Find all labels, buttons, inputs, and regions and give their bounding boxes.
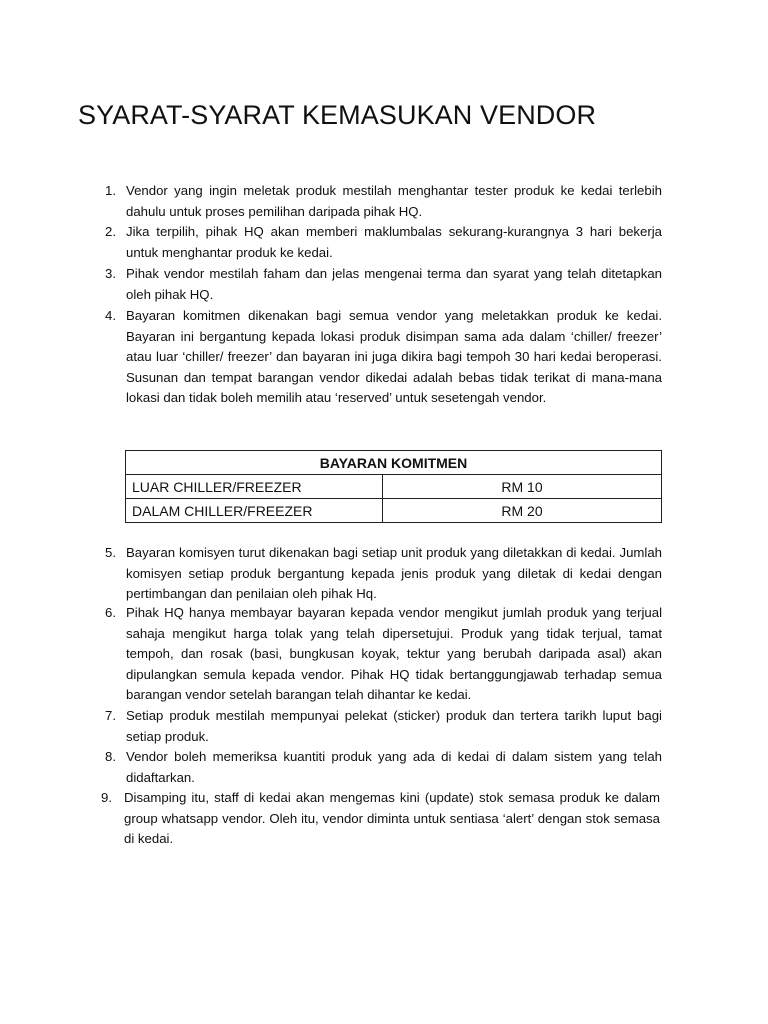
table-row xyxy=(126,499,662,523)
table-cell-value: RM 10 xyxy=(383,475,662,499)
table-header: BAYARAN KOMITMEN xyxy=(126,451,662,475)
list-item-text: Bayaran komitmen dikenakan bagi semua vendor yang meletakkan produk ke kedai. Bayaran ini bergantung kepada lokasi produk disimpan sama ada dalam ‘chiller/ freezer’ atau luar ‘chiller/ freezer’ dan bayaran ini juga dikira bagi tempoh 30 hari kedai beroperasi. Susunan dan tempat barangan vendor dikedai adalah bebas tidak terikat di mana-mana lokasi dan tidak boleh memilih atau ‘reserved’ untuk sesetengah vendor. xyxy=(126,308,662,406)
list-item-number: 6. xyxy=(105,605,116,620)
list-item-text: Vendor boleh memeriksa kuantiti produk yang ada di kedai di dalam sistem yang telah didaftarkan. xyxy=(126,749,662,785)
table-row xyxy=(126,475,662,499)
list-item-number: 4. xyxy=(105,308,116,323)
list-item-text: Disamping itu, staff di kedai akan mengemas kini (update) stok semasa produk ke dalam group whatsapp vendor. Oleh itu, vendor diminta untuk sentiasa ‘alert’ dengan stok semasa di kedai. xyxy=(124,790,660,847)
list-item-number: 8. xyxy=(105,749,116,764)
table-cell-value: RM 20 xyxy=(383,499,662,523)
table-cell-label: DALAM CHILLER/FREEZER xyxy=(126,499,383,523)
list-item-text: Pihak vendor mestilah faham dan jelas mengenai terma dan syarat yang telah ditetapkan oleh pihak HQ. xyxy=(126,266,662,302)
list-item-number: 7. xyxy=(105,708,116,723)
list-item-text: Bayaran komisyen turut dikenakan bagi setiap unit produk yang diletakkan di kedai. Jumlah komisyen setiap produk bergantung kepada jenis produk yang diletak di kedai dengan pertimbangan dan penilaian oleh pihak Hq. xyxy=(126,545,662,602)
list-item-text: Jika terpilih, pihak HQ akan memberi maklumbalas sekurang-kurangnya 3 hari bekerja untuk menghantar produk ke kedai. xyxy=(126,224,662,260)
page-title: SYARAT-SYARAT KEMASUKAN VENDOR xyxy=(78,100,597,130)
list-item-text: Pihak HQ hanya membayar bayaran kepada vendor mengikut jumlah produk yang terjual sahaja mengikut harga tolak yang telah dipersetujui. Produk yang tidak terjual, tamat tempoh, dan rosak (basi, bungkusan koyak, tektur yang berubah daripada asal) akan dipulangkan semula kepada vendor. Pihak HQ tidak bertanggungjawab terhadap semua barangan vendor setelah barangan telah dihantar ke kedai. xyxy=(126,605,662,703)
list-item-number: 5. xyxy=(105,545,116,560)
table-cell-label: LUAR CHILLER/FREEZER xyxy=(126,475,383,499)
table-header-row xyxy=(126,451,662,475)
list-item-number: 3. xyxy=(105,266,116,281)
list-item-text: Setiap produk mestilah mempunyai pelekat (sticker) produk dan tertera tarikh luput bagi setiap produk. xyxy=(126,708,662,744)
commitment-fee-table xyxy=(125,450,662,523)
list-item-number: 9. xyxy=(101,790,112,805)
list-item-number: 2. xyxy=(105,224,116,239)
list-item-text: Vendor yang ingin meletak produk mestilah menghantar tester produk ke kedai terlebih dahulu untuk proses pemilihan daripada pihak HQ. xyxy=(126,183,662,219)
list-item-number: 1. xyxy=(105,183,116,198)
